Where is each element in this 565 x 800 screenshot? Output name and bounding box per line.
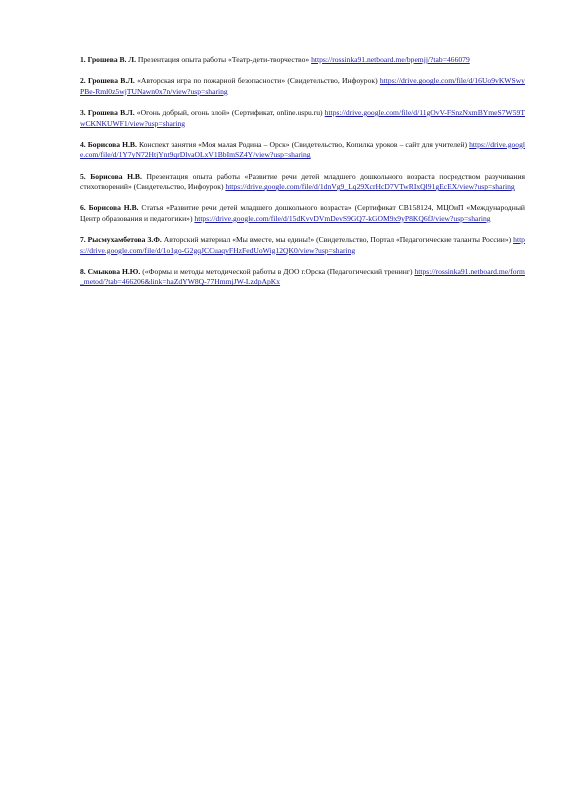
entry-text <box>80 140 525 161</box>
list-item <box>80 55 525 66</box>
list-item <box>80 203 525 224</box>
entry-number: 4. <box>80 139 86 149</box>
entry-link[interactable]: https://drive.google.com/file/d/16Uo9vKWSwyPBe-Rml0z5wjTUNawn0x7n/view?usp=sharing <box>80 76 525 96</box>
entry-description: «Огонь добрый, огонь злой» (Сертификат, online.uspu.ru) <box>136 107 323 117</box>
list-item <box>80 172 525 193</box>
entry-number: 8. <box>80 266 86 276</box>
entry-description: Конспект занятия «Моя малая Родина – Орск» (Свидетельство, Копилка уроков – сайт для учителей) <box>138 139 468 149</box>
list-item <box>80 76 525 97</box>
entry-text <box>80 55 525 66</box>
entry-number: 1. <box>80 55 86 64</box>
entry-author: Рысмухамбетова З.Ф. <box>87 235 162 245</box>
list-item <box>80 235 525 256</box>
entry-description: Презентация опыта работы «Театр-дети-творчество» <box>137 55 310 64</box>
entry-number: 3. <box>80 107 86 117</box>
entry-number: 5. <box>80 171 86 181</box>
entry-number: 6. <box>80 203 86 213</box>
entry-link[interactable]: https://drive.google.com/file/d/11gOvV-FSnzNxmBYmeS7W59TwCKNKUWF1/view?usp=sharing <box>80 107 525 128</box>
entry-link[interactable]: https://drive.google.com/file/d/1o1go-G2gqJCCuaqvFHzFedUoWig12QK0/view?usp=sharing <box>80 235 525 255</box>
entry-link[interactable]: https://drive.google.com/file/d/15dKvvDVmDevS9GQ7-kGOM9x9yP8KQ6fJ/view?usp=sharing <box>194 213 491 223</box>
entry-text <box>80 235 525 256</box>
entry-description: Презентация опыта работы «Развитие речи детей младшего дошкольного возраста посредством разучивания стихотворений» (Свидетельство, Инфоурок) <box>80 171 525 192</box>
entry-text <box>80 267 525 288</box>
entry-author: Грошева В. Л. <box>87 55 136 64</box>
publication-list <box>80 55 525 299</box>
entry-text <box>80 203 525 224</box>
entry-text <box>80 172 525 193</box>
list-item <box>80 140 525 161</box>
entry-link[interactable]: https://rossinka91.netboard.me/bpemjj/?tab=466079 <box>311 55 470 64</box>
entry-number: 7. <box>80 235 86 245</box>
entry-link[interactable]: https://drive.google.com/file/d/1dnVg9_Lq29XcrHcD7VTwRIxQl91gEcEX/view?usp=sharing <box>225 182 515 192</box>
entry-number: 2. <box>80 76 86 86</box>
entry-author: Грошева В.Л. <box>87 107 135 117</box>
entry-author: Грошева В.Л. <box>87 76 135 86</box>
entry-text <box>80 108 525 129</box>
entry-description: Статья «Развитие речи детей младшего дошкольного возраста» (Сертификат СВ158124, МЦОиП «Международный Центр образования и педагогики») <box>80 203 525 223</box>
entry-text <box>80 76 525 97</box>
entry-author: Борисова Н.В. <box>87 139 137 149</box>
list-item <box>80 267 525 288</box>
entry-link[interactable]: https://drive.google.com/file/d/1Y7yN72HtjYnt9qrDlvaOLxV1BbImSZ4Y/view?usp=sharing <box>80 139 525 160</box>
entry-link[interactable]: https://rossinka91.netboard.me/form_metod/?tab=466206&link=haZdYW8Q-77HmmjJW-LzdpApKx <box>80 266 525 287</box>
entry-description: «Авторская игра по пожарной безопасности» (Свидетельство, Инфоурок) <box>137 76 378 86</box>
entry-description: («Формы и методы методической работы в ДОО г.Орска (Педагогический тренинг) <box>142 266 413 276</box>
entry-description: Авторский материал «Мы вместе, мы едины!» (Свидетельство, Портал «Педагогические таланты России») <box>163 235 512 245</box>
entry-author: Борисова Н.В. <box>88 203 139 213</box>
entry-author: Борисова Н.В. <box>90 171 142 181</box>
list-item <box>80 108 525 129</box>
entry-author: Смыкова Н.Ю. <box>87 266 141 276</box>
